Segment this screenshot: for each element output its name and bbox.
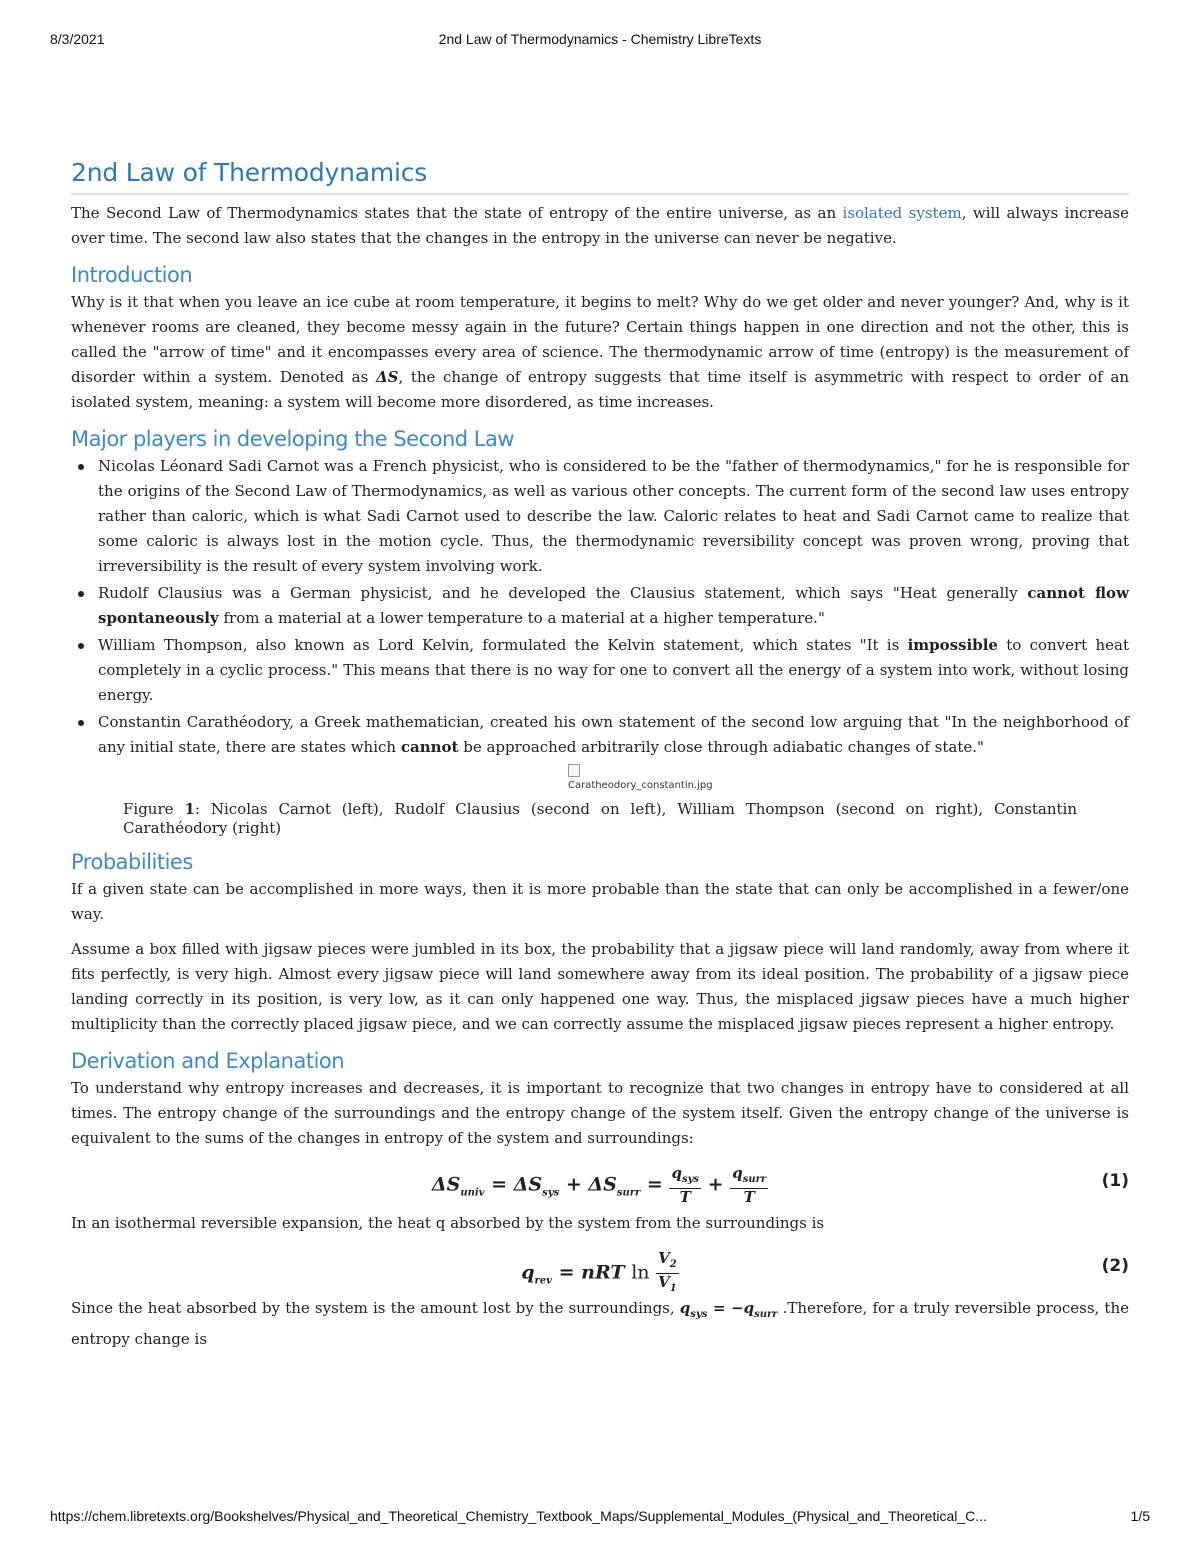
equation-1-number: (1): [1101, 1171, 1129, 1191]
article-intro: The Second Law of Thermodynamics states that the state of entropy of the entire universe, as an isolated system, will always increase over time. The second law also states that the changes in the entropy in the universe can never be negative.: [71, 204, 1129, 247]
isolated-system-link[interactable]: isolated system: [842, 204, 962, 222]
list-item-caratheodory: Constantin Carathéodory, a Greek mathematician, created his own statement of the second low arguing that "In the neighborhood of any initial state, there are states which cannot be approached arbitrarily close through adiabatic changes of state.": [98, 710, 1129, 760]
list-item-carnot: Nicolas Léonard Sadi Carnot was a French physicist, who is considered to be the "father of thermodynamics," for he is responsible for the origins of the Second Law of Thermodynamics, as well as various other concepts. The current form of the second law uses entropy rather than caloric, which is what Sadi Carnot used to describe the law. Caloric relates to heat and Sadi Carnot came to realize that some caloric is always lost in the motion cycle. Thus, the thermodynamic reversibility concept was proven wrong, proving that irreversibility is the result of every system involving work.: [98, 454, 1129, 579]
article-content: [71, 158, 1129, 1362]
derivation-paragraph-1: To understand why entropy increases and decreases, it is important to recognize that two changes in entropy have to considered at all times. The entropy change of the surroundings and the entropy change of the system itself. Given the entropy change of the universe is equivalent to the sums of the changes in entropy of the system and surroundings:: [71, 1079, 1129, 1147]
article-title: 2nd Law of Thermodynamics: [71, 158, 1129, 195]
heading-major-players: Major players in developing the Second Law: [71, 427, 515, 451]
print-page-title: 2nd Law of Thermodynamics - Chemistry LibreTexts: [438, 31, 762, 47]
players-list: [71, 454, 1129, 760]
figure-1: [71, 764, 1129, 838]
derivation-paragraph-2: In an isothermal reversible expansion, the heat q absorbed by the system from the surroundings is: [71, 1214, 825, 1232]
print-page-number: 1/5: [1130, 1508, 1150, 1524]
introduction-paragraph: Why is it that when you leave an ice cube at room temperature, it begins to melt? Why do we get older and never younger? And, why is it whenever rooms are cleaned, they become messy again in the future? Certain things happen in one direction and not the other, this is called the "arrow of time" and it encompasses every area of science. The thermodynamic arrow of time (entropy) is the measurement of disorder within a system. Denoted as ΔS, the change of entropy suggests that time itself is asymmetric with respect to order of an isolated system, meaning: a system will become more disordered, as time increases.: [71, 293, 1129, 411]
equation-2: $q_{rev}$ = nRT ln $\frac{V_2}{V_1}$ (2): [521, 1249, 1129, 1294]
print-url: https://chem.libretexts.org/Bookshelves/Physical_and_Theoretical_Chemistry_Textbook_Maps/Supplemental_Modules_(Physical_and_Theoretical_C...: [50, 1508, 987, 1524]
probabilities-paragraph-2: Assume a box filled with jigsaw pieces were jumbled in its box, the probability that a jigsaw piece will land randomly, away from where it fits perfectly, is very high. Almost every jigsaw piece will land somewhere away from its ideal position. The probability of a jigsaw piece landing correctly in its position, is very low, as it can only happened one way. Thus, the misplaced jigsaw pieces have a much higher multiplicity than the correctly placed jigsaw piece, and we can correctly assume the misplaced jigsaw pieces represent a higher entropy.: [71, 940, 1129, 1033]
figure-caption: Figure 1: Nicolas Carnot (left), Rudolf Clausius (second on left), William Thompson (second on right), Constantin Carathéodory (right): [123, 800, 1077, 837]
equation-1: $\Delta S_{univ} = \Delta S_{sys} + \Delta S_{surr}$ = $\frac{q_{sys}}{T}$ + $\frac{q_{surr}}{T}$ (1): [431, 1164, 1129, 1206]
equation-2-number: (2): [1101, 1256, 1129, 1276]
probabilities-paragraph-1: If a given state can be accomplished in more ways, then it is more probable than the state that can only be accomplished in a fewer/one way.: [71, 880, 1129, 923]
heading-probabilities: Probabilities: [71, 850, 193, 874]
print-date: 8/3/2021: [50, 31, 105, 47]
derivation-paragraph-3: Since the heat absorbed by the system is the amount lost by the surroundings, $q_{sys} = -q_{surr}$ .Therefore, for a truly reversible process, the entropy change is: [71, 1299, 1130, 1348]
delta-s-symbol: ΔS: [375, 368, 399, 386]
list-item-clausius: Rudolf Clausius was a German physicist, and he developed the Clausius statement, which says "Heat generally cannot flow spontaneously from a material at a lower temperature to a material at a higher temperature.": [98, 581, 1129, 631]
figure-image-placeholder: Caratheodory_constantin.jpg: [568, 764, 688, 792]
list-item-kelvin: William Thompson, also known as Lord Kelvin, formulated the Kelvin statement, which states "It is impossible to convert heat completely in a cyclic process." This means that there is no way for one to convert all the energy of a system into work, without losing energy.: [98, 633, 1129, 708]
broken-image-icon: [568, 764, 580, 777]
heading-introduction: Introduction: [71, 263, 193, 287]
heading-derivation: Derivation and Explanation: [71, 1049, 345, 1073]
